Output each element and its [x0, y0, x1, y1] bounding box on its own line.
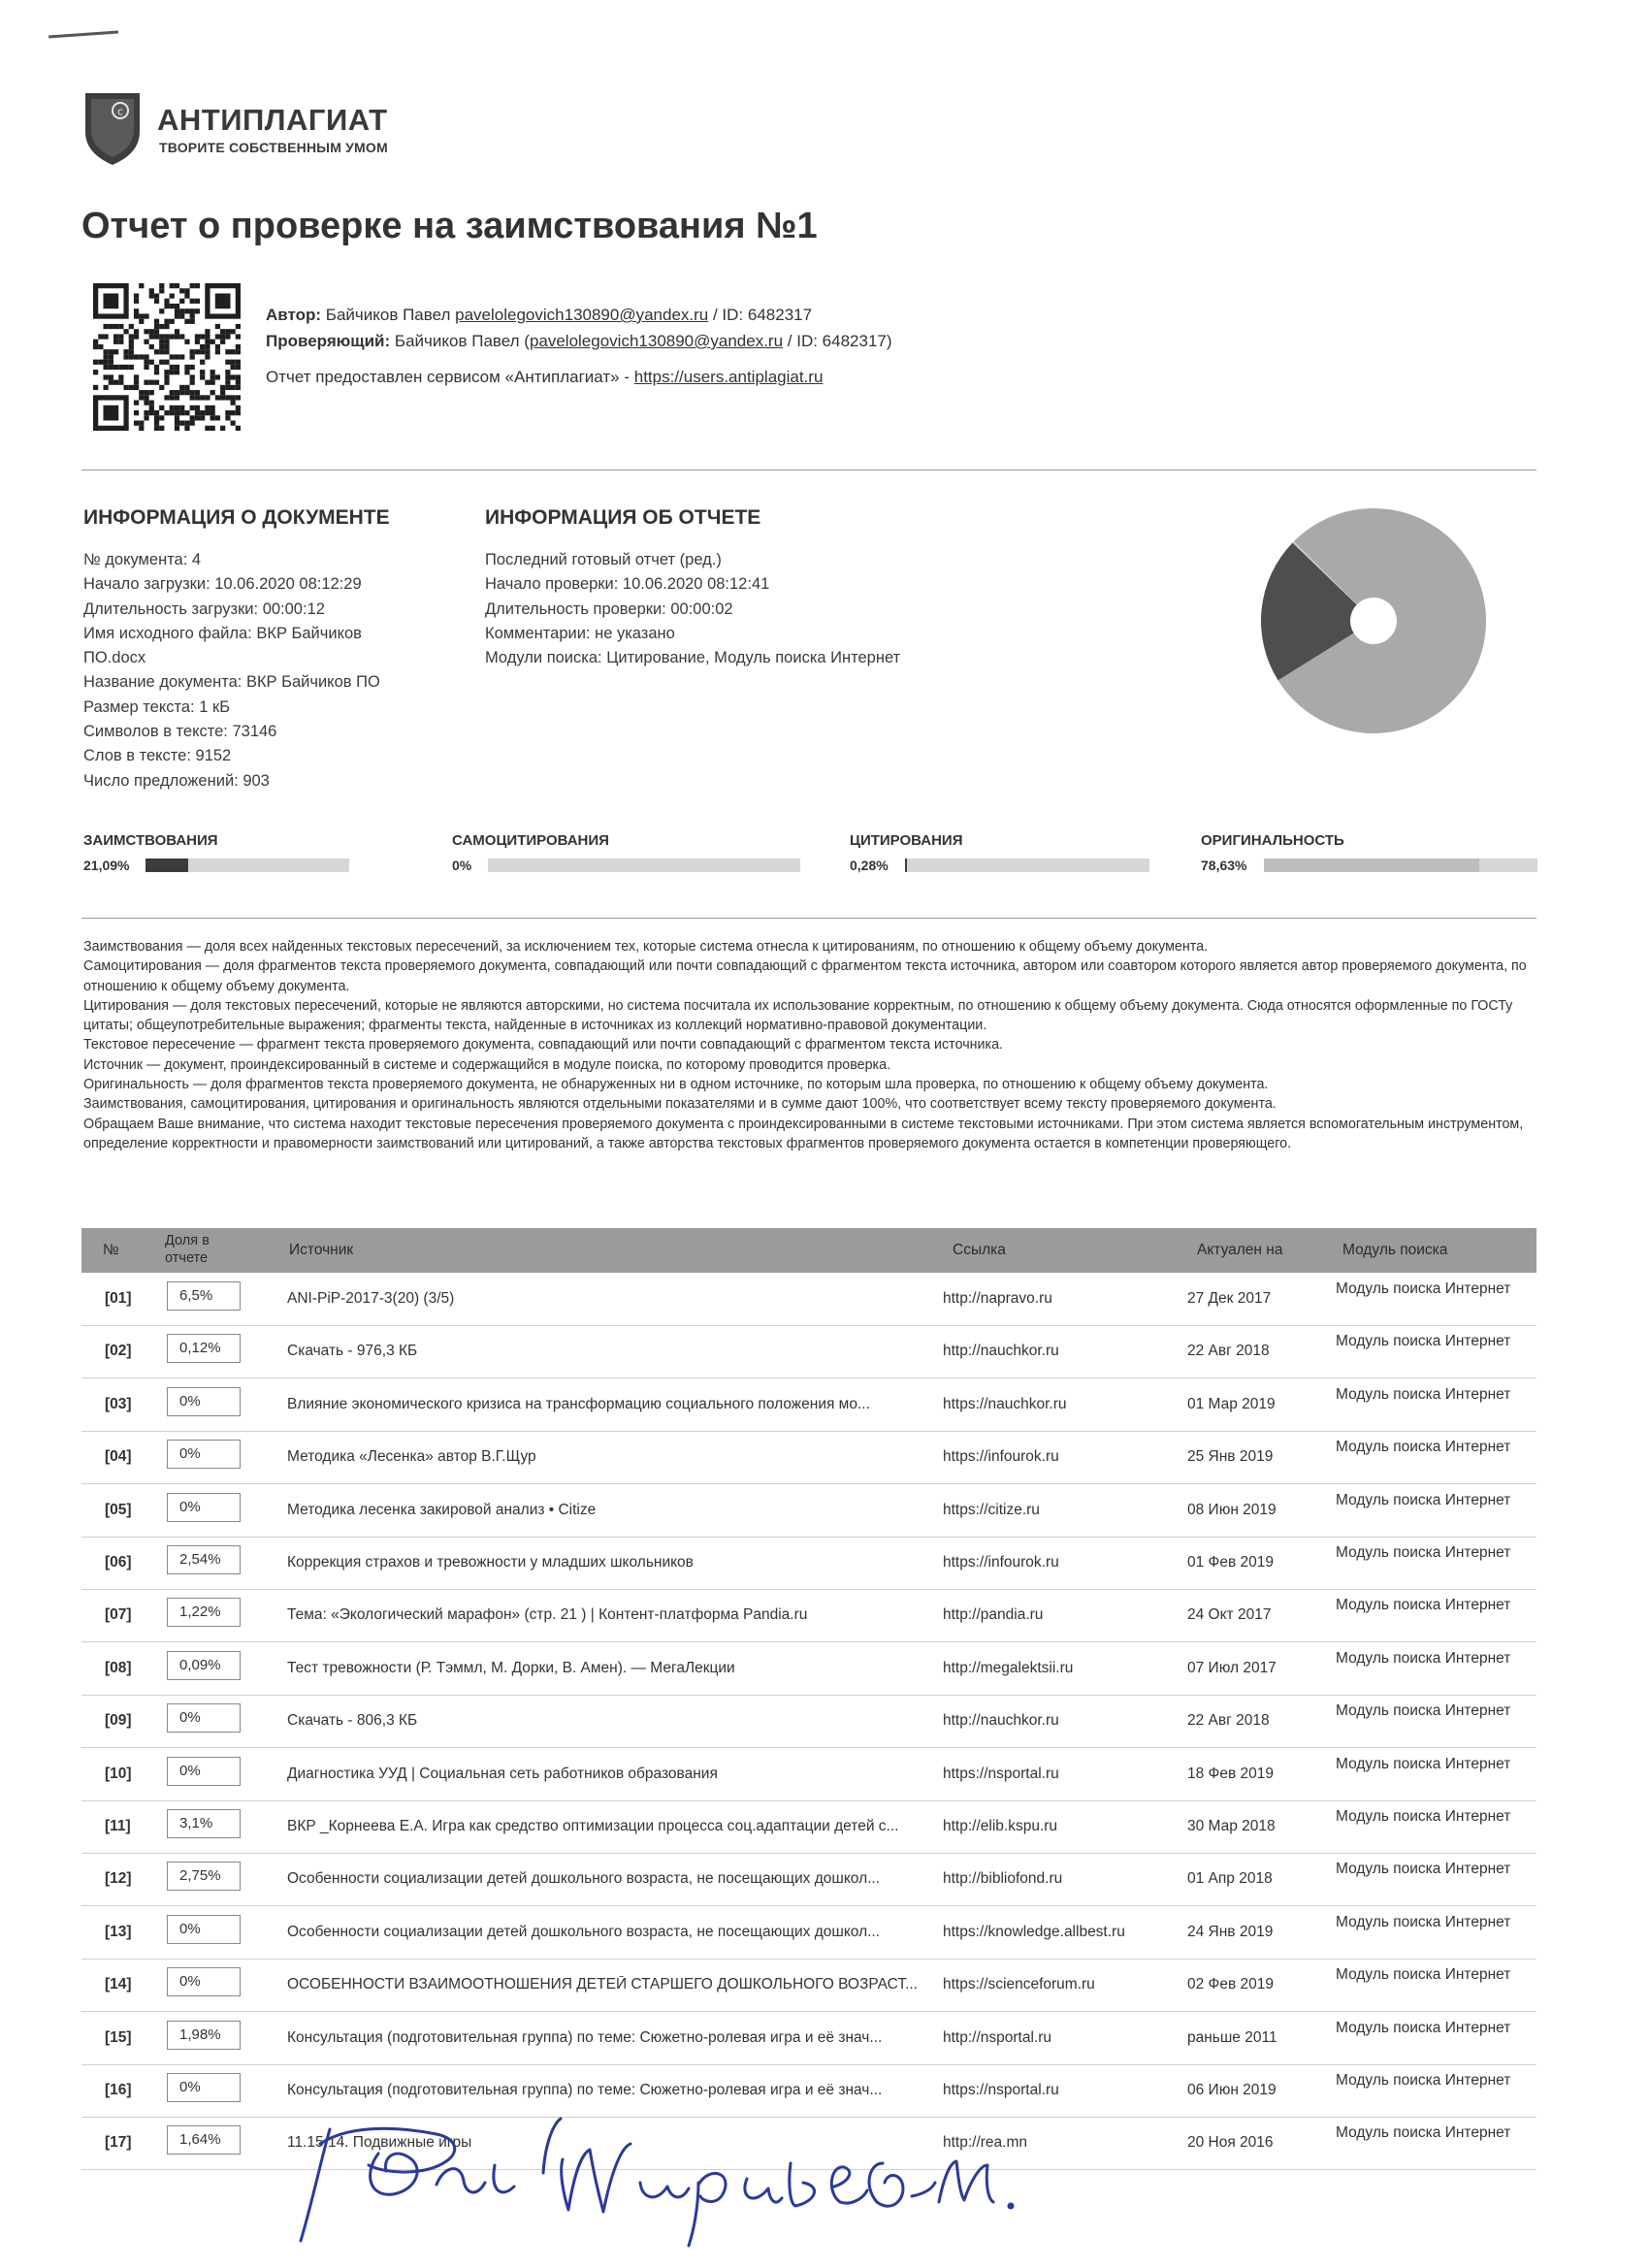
row-module: Модуль поиска Интернет: [1336, 1385, 1511, 1403]
svg-text:c: c: [116, 105, 124, 118]
row-link[interactable]: http://megalektsii.ru: [943, 1659, 1074, 1676]
row-link[interactable]: https://nauchkor.ru: [943, 1395, 1067, 1412]
handwritten-signature: [291, 2105, 1048, 2251]
row-source[interactable]: Скачать - 976,3 КБ: [287, 1343, 418, 1360]
row-source[interactable]: Тест тревожности (Р. Тэммл, М. Дорки, В. Амен). — МегаЛекции: [287, 1659, 735, 1676]
row-source[interactable]: Особенности социализации детей дошкольного возраста, не посещающих дошкол...: [287, 1870, 881, 1888]
definition-paragraph: Заимствования — доля всех найденных текстовых пересечений, за исключением тех, которые система отнесла к цитированиям, по отношению к общему объему документа.: [83, 939, 1209, 955]
table-row[interactable]: [81, 1589, 1536, 1642]
row-source[interactable]: Методика «Лесенка» автор В.Г.Щур: [287, 1448, 536, 1466]
row-date: 07 Июл 2017: [1187, 1659, 1277, 1676]
row-share-box: 1,98%: [167, 2021, 241, 2050]
row-share-box: 6,5%: [167, 1281, 241, 1311]
row-share-box: 2,54%: [167, 1545, 241, 1574]
row-date: 30 Мар 2018: [1187, 1818, 1276, 1834]
document-info-list: [83, 548, 380, 794]
table-row[interactable]: [81, 1853, 1536, 1906]
row-link[interactable]: http://nsportal.ru: [943, 2028, 1052, 2046]
table-row[interactable]: [81, 1800, 1536, 1854]
row-date: 27 Дек 2017: [1187, 1290, 1272, 1307]
row-link[interactable]: https://nsportal.ru: [943, 2082, 1059, 2098]
row-source[interactable]: Влияние экономического кризиса на трансформацию социального положения мо...: [287, 1395, 870, 1412]
table-row[interactable]: [81, 2012, 1536, 2065]
definition-paragraph: Заимствования, самоцитирования, цитирования и оригинальность являются отдельными показателями и в сумме дают 100%, что соответствует всему тексту проверяемого документа.: [83, 1096, 1277, 1113]
row-module: Модуль поиска Интернет: [1336, 2019, 1511, 2036]
row-module: Модуль поиска Интернет: [1336, 1755, 1511, 1772]
row-number: [11]: [105, 1818, 131, 1834]
table-row[interactable]: [81, 1431, 1536, 1484]
document-info-line: Имя исходного файла: ВКР Байчиков: [83, 624, 362, 642]
row-source[interactable]: ВКР _Корнеева Е.А. Игра как средство оптимизации процесса соц.адаптации детей с...: [287, 1818, 899, 1834]
row-source[interactable]: Методика лесенка закировой анализ • Citize: [287, 1501, 597, 1518]
scan-artifact: [48, 30, 118, 38]
row-module: Модуль поиска Интернет: [1336, 2124, 1511, 2142]
stat-bar: [1264, 859, 1537, 872]
stat-bar-fill: [905, 859, 907, 872]
row-number: [05]: [105, 1501, 132, 1518]
stat-bar: [905, 859, 1149, 872]
document-info-line: ПО.docx: [83, 649, 146, 667]
row-link[interactable]: https://citize.ru: [943, 1501, 1040, 1518]
row-module: Модуль поиска Интернет: [1336, 1702, 1511, 1720]
row-module: Модуль поиска Интернет: [1336, 1491, 1511, 1508]
report-info-line: Длительность проверки: 00:00:02: [485, 599, 733, 618]
definition-paragraph: Источник — документ, проиндексированный в системе и содержащийся в модуле поиска, по которому проводится проверка.: [83, 1056, 891, 1073]
row-link[interactable]: http://elib.kspu.ru: [943, 1818, 1058, 1834]
row-number: [07]: [105, 1606, 132, 1624]
stat-label: ЦИТИРОВАНИЯ: [850, 832, 963, 849]
col-date-header: Актуален на: [1197, 1242, 1283, 1258]
author-name: Байчиков Павел: [325, 306, 451, 324]
table-row[interactable]: [81, 1273, 1536, 1326]
row-link[interactable]: https://infourok.ru: [943, 1448, 1059, 1466]
stat-bar-fill: [1264, 859, 1479, 872]
row-date: 22 Авг 2018: [1187, 1343, 1270, 1360]
row-link[interactable]: https://scienceforum.ru: [943, 1976, 1095, 1993]
stat-bar-fill: [146, 859, 188, 872]
row-module: Модуль поиска Интернет: [1336, 1861, 1511, 1878]
row-date: 02 Фев 2019: [1187, 1976, 1274, 1993]
row-share-box: 0%: [167, 1915, 241, 1944]
col-num-header: №: [103, 1242, 119, 1258]
stat-label: ЗАИМСТВОВАНИЯ: [83, 832, 218, 849]
row-number: [08]: [105, 1659, 132, 1676]
table-row[interactable]: [81, 1484, 1536, 1538]
document-info-line: Длительность загрузки: 00:00:12: [83, 599, 325, 618]
row-source[interactable]: Коррекция страхов и тревожности у младших школьников: [287, 1554, 694, 1571]
col-link-header: Ссылка: [953, 1242, 1006, 1258]
document-info-line: Размер текста: 1 кБ: [83, 697, 231, 716]
row-link[interactable]: http://napravo.ru: [943, 1290, 1052, 1307]
row-source[interactable]: Консультация (подготовительная группа) по теме: Сюжетно-ролевая игра и её знач...: [287, 2028, 883, 2046]
document-info-line: Число предложений: 903: [83, 771, 270, 790]
row-date: 20 Ноя 2016: [1187, 2134, 1274, 2152]
col-source-header: Источник: [289, 1242, 354, 1258]
row-share-box: 0,12%: [167, 1334, 241, 1363]
row-number: [14]: [105, 1976, 132, 1993]
reviewer-name: Байчиков Павел (: [394, 332, 530, 350]
table-row[interactable]: [81, 1748, 1536, 1801]
stat-bar: [146, 859, 349, 872]
author-label: Автор:: [266, 306, 322, 324]
report-info-line: Модули поиска: Цитирование, Модуль поиска Интернет: [485, 649, 901, 667]
row-source[interactable]: Диагностика УУД | Социальная сеть работников образования: [287, 1765, 718, 1782]
row-source[interactable]: 11.15.14. Подвижные игры: [287, 2134, 472, 2152]
row-module: Модуль поиска Интернет: [1336, 1597, 1511, 1614]
row-source[interactable]: Тема: «Экологический марафон» (стр. 21 ) | Контент-платформа Pandia.ru: [287, 1606, 808, 1624]
service-text: Отчет предоставлен сервисом «Антиплагиат» -: [266, 368, 630, 386]
author-id: / ID: 6482317: [712, 306, 813, 324]
row-module: Модуль поиска Интернет: [1336, 1333, 1511, 1350]
row-source[interactable]: Особенности социализации детей дошкольного возраста, не посещающих дошкол...: [287, 1923, 881, 1940]
report-info-line: Начало проверки: 10.06.2020 08:12:41: [485, 575, 770, 594]
row-date: 08 Июн 2019: [1187, 1501, 1277, 1518]
row-module: Модуль поиска Интернет: [1336, 1544, 1511, 1561]
reviewer-label: Проверяющий:: [266, 332, 391, 350]
page-title: Отчет о проверке на заимствования №1: [81, 206, 818, 246]
document-info-line: Символов в тексте: 73146: [83, 723, 277, 741]
row-date: 01 Мар 2019: [1187, 1395, 1276, 1412]
antiplagiat-logo: [81, 89, 402, 167]
row-date: 01 Фев 2019: [1187, 1554, 1274, 1571]
table-row[interactable]: [81, 1537, 1536, 1590]
row-share-box: 0%: [167, 1757, 241, 1786]
row-number: [16]: [105, 2082, 132, 2098]
row-share-box: 1,22%: [167, 1598, 241, 1627]
stat-value: 0,28%: [850, 858, 889, 873]
row-date: 25 Янв 2019: [1187, 1448, 1274, 1466]
row-number: [09]: [105, 1712, 132, 1730]
row-date: 18 Фев 2019: [1187, 1765, 1274, 1782]
report-info-list: [485, 548, 900, 670]
row-link[interactable]: https://nsportal.ru: [943, 1765, 1059, 1782]
row-date: раньше 2011: [1187, 2028, 1277, 2046]
row-date: 22 Авг 2018: [1187, 1712, 1270, 1730]
row-number: [17]: [105, 2134, 132, 2152]
sources-table-header: [81, 1228, 1536, 1273]
row-share-box: 0%: [167, 2073, 241, 2102]
reviewer-line: [266, 332, 892, 351]
row-share-box: 0,09%: [167, 1651, 241, 1680]
stat-value: 21,09%: [83, 858, 130, 873]
definitions-text: [83, 937, 1538, 1153]
definition-paragraph: Самоцитирования — доля фрагментов текста проверяемого документа, совпадающий или почти совпадающий с фрагментом текста источника, автором или соавтором которого является автор проверяемого документа, по отношению к общему объему документа.: [83, 958, 1527, 994]
stat-label: ОРИГИНАЛЬНОСТЬ: [1201, 832, 1344, 849]
qr-code-icon[interactable]: [93, 283, 241, 431]
report-info-heading: ИНФОРМАЦИЯ ОБ ОТЧЕТЕ: [485, 506, 761, 529]
row-module: Модуль поиска Интернет: [1336, 1913, 1511, 1930]
author-email-link[interactable]: pavelolegovich130890@yandex.ru: [455, 306, 709, 324]
row-date: 01 Апр 2018: [1187, 1870, 1273, 1888]
row-number: [13]: [105, 1923, 132, 1940]
row-share-box: 0%: [167, 1493, 241, 1522]
document-info-line: Слов в тексте: 9152: [83, 747, 232, 765]
stat-value: 78,63%: [1201, 858, 1247, 873]
logo-subtitle: ТВОРИТЕ СОБСТВЕННЫМ УМОМ: [159, 140, 388, 155]
row-date: 06 Июн 2019: [1187, 2082, 1277, 2098]
definition-paragraph: Текстовое пересечение — фрагмент текста проверяемого документа, совпадающий или почти совпадающий с фрагментом текста источника.: [83, 1037, 1004, 1053]
col-module-header: Модуль поиска: [1342, 1242, 1448, 1258]
row-number: [01]: [105, 1290, 132, 1307]
row-number: [15]: [105, 2028, 132, 2046]
row-number: [12]: [105, 1870, 132, 1888]
reviewer-id: / ID: 6482317): [787, 332, 892, 350]
row-link[interactable]: http://bibliofond.ru: [943, 1870, 1063, 1888]
document-info-line: Начало загрузки: 10.06.2020 08:12:29: [83, 575, 362, 594]
table-row[interactable]: [81, 1642, 1536, 1696]
document-info-line: № документа: 4: [83, 551, 202, 568]
table-row[interactable]: [81, 1325, 1536, 1378]
table-row[interactable]: [81, 1695, 1536, 1748]
row-share-box: 0%: [167, 1967, 241, 1996]
row-link[interactable]: http://rea.mn: [943, 2134, 1028, 2152]
row-share-box: 2,75%: [167, 1862, 241, 1891]
row-share-box: 3,1%: [167, 1809, 241, 1838]
row-link[interactable]: http://nauchkor.ru: [943, 1712, 1059, 1730]
row-link[interactable]: https://knowledge.allbest.ru: [943, 1923, 1125, 1940]
row-module: Модуль поиска Интернет: [1336, 1439, 1511, 1456]
row-module: Модуль поиска Интернет: [1336, 2072, 1511, 2089]
stat-value: 0%: [452, 858, 472, 873]
row-module: Модуль поиска Интернет: [1336, 1966, 1511, 1984]
row-number: [10]: [105, 1765, 132, 1782]
stat-label: САМОЦИТИРОВАНИЯ: [452, 832, 609, 849]
row-module: Модуль поиска Интернет: [1336, 1280, 1511, 1297]
row-source[interactable]: ОСОБЕННОСТИ ВЗАИМООТНОШЕНИЯ ДЕТЕЙ СТАРШЕГО ДОШКОЛЬНОГО ВОЗРАСТ...: [287, 1976, 918, 1993]
reviewer-email-link[interactable]: pavelolegovich130890@yandex.ru: [529, 332, 784, 350]
col-share-header: Доля в отчете: [165, 1233, 210, 1266]
shield-logo-icon: [81, 89, 144, 167]
row-share-box: 0%: [167, 1703, 241, 1733]
row-link[interactable]: http://pandia.ru: [943, 1606, 1044, 1624]
row-number: [03]: [105, 1395, 132, 1412]
row-link[interactable]: https://infourok.ru: [943, 1554, 1059, 1571]
row-module: Модуль поиска Интернет: [1336, 1808, 1511, 1825]
row-source[interactable]: Скачать - 806,3 КБ: [287, 1712, 418, 1730]
definition-paragraph: Цитирования — доля текстовых пересечений, которые не являются авторскими, но система посчитала их использование корректным, по отношению к общему объему документа. Сюда относятся оформленные по ГОСТу цитаты; общеупотребительные выражения; фрагменты текста, найденные в источниках из коллекций нормативно-правовой документации.: [83, 997, 1513, 1034]
author-line: [266, 306, 812, 325]
row-share-box: 1,64%: [167, 2125, 241, 2155]
definition-paragraph: Обращаем Ваше внимание, что система находит текстовые пересечения проверяемого документа с проиндексированными в системе текстовыми источниками. При этом система является вспомогательным инструментом, определение корректности и правомерности заимствований или цитирований, а также авторства текстовых фрагментов проверяемого документа остается в компетенции проверяющего.: [83, 1116, 1524, 1151]
row-number: [04]: [105, 1448, 132, 1466]
row-date: 24 Янв 2019: [1187, 1923, 1274, 1940]
report-info-line: Комментарии: не указано: [485, 624, 675, 642]
definition-paragraph: Оригинальность — доля фрагментов текста проверяемого документа, не обнаруженных ни в одном источнике, по которым шла проверка, по отношению к общему объему документа.: [83, 1077, 1269, 1093]
table-row[interactable]: [81, 1906, 1536, 1960]
document-info-line: Название документа: ВКР Байчиков ПО: [83, 673, 380, 692]
report-info-line: Последний готовый отчет (ред.): [485, 551, 722, 568]
row-link[interactable]: http://nauchkor.ru: [943, 1343, 1059, 1360]
table-row[interactable]: [81, 1959, 1536, 2012]
row-source[interactable]: ANI-PiP-2017-3(20) (3/5): [287, 1290, 455, 1307]
row-number: [06]: [105, 1554, 132, 1571]
logo-title: АНТИПЛАГИАТ: [157, 103, 388, 137]
divider: [81, 918, 1536, 919]
table-row[interactable]: [81, 1378, 1536, 1432]
row-date: 24 Окт 2017: [1187, 1606, 1272, 1624]
document-info-heading: ИНФОРМАЦИЯ О ДОКУМЕНТЕ: [83, 506, 390, 529]
row-source[interactable]: Консультация (подготовительная группа) по теме: Сюжетно-ролевая игра и её знач...: [287, 2082, 883, 2098]
row-share-box: 0%: [167, 1440, 241, 1469]
service-line: [266, 368, 823, 387]
row-number: [02]: [105, 1343, 132, 1360]
stat-bar: [488, 859, 800, 872]
originality-pie-chart: [1257, 504, 1490, 737]
row-module: Модуль поиска Интернет: [1336, 1649, 1511, 1667]
service-url-link[interactable]: https://users.antiplagiat.ru: [633, 368, 824, 386]
row-share-box: 0%: [167, 1387, 241, 1416]
